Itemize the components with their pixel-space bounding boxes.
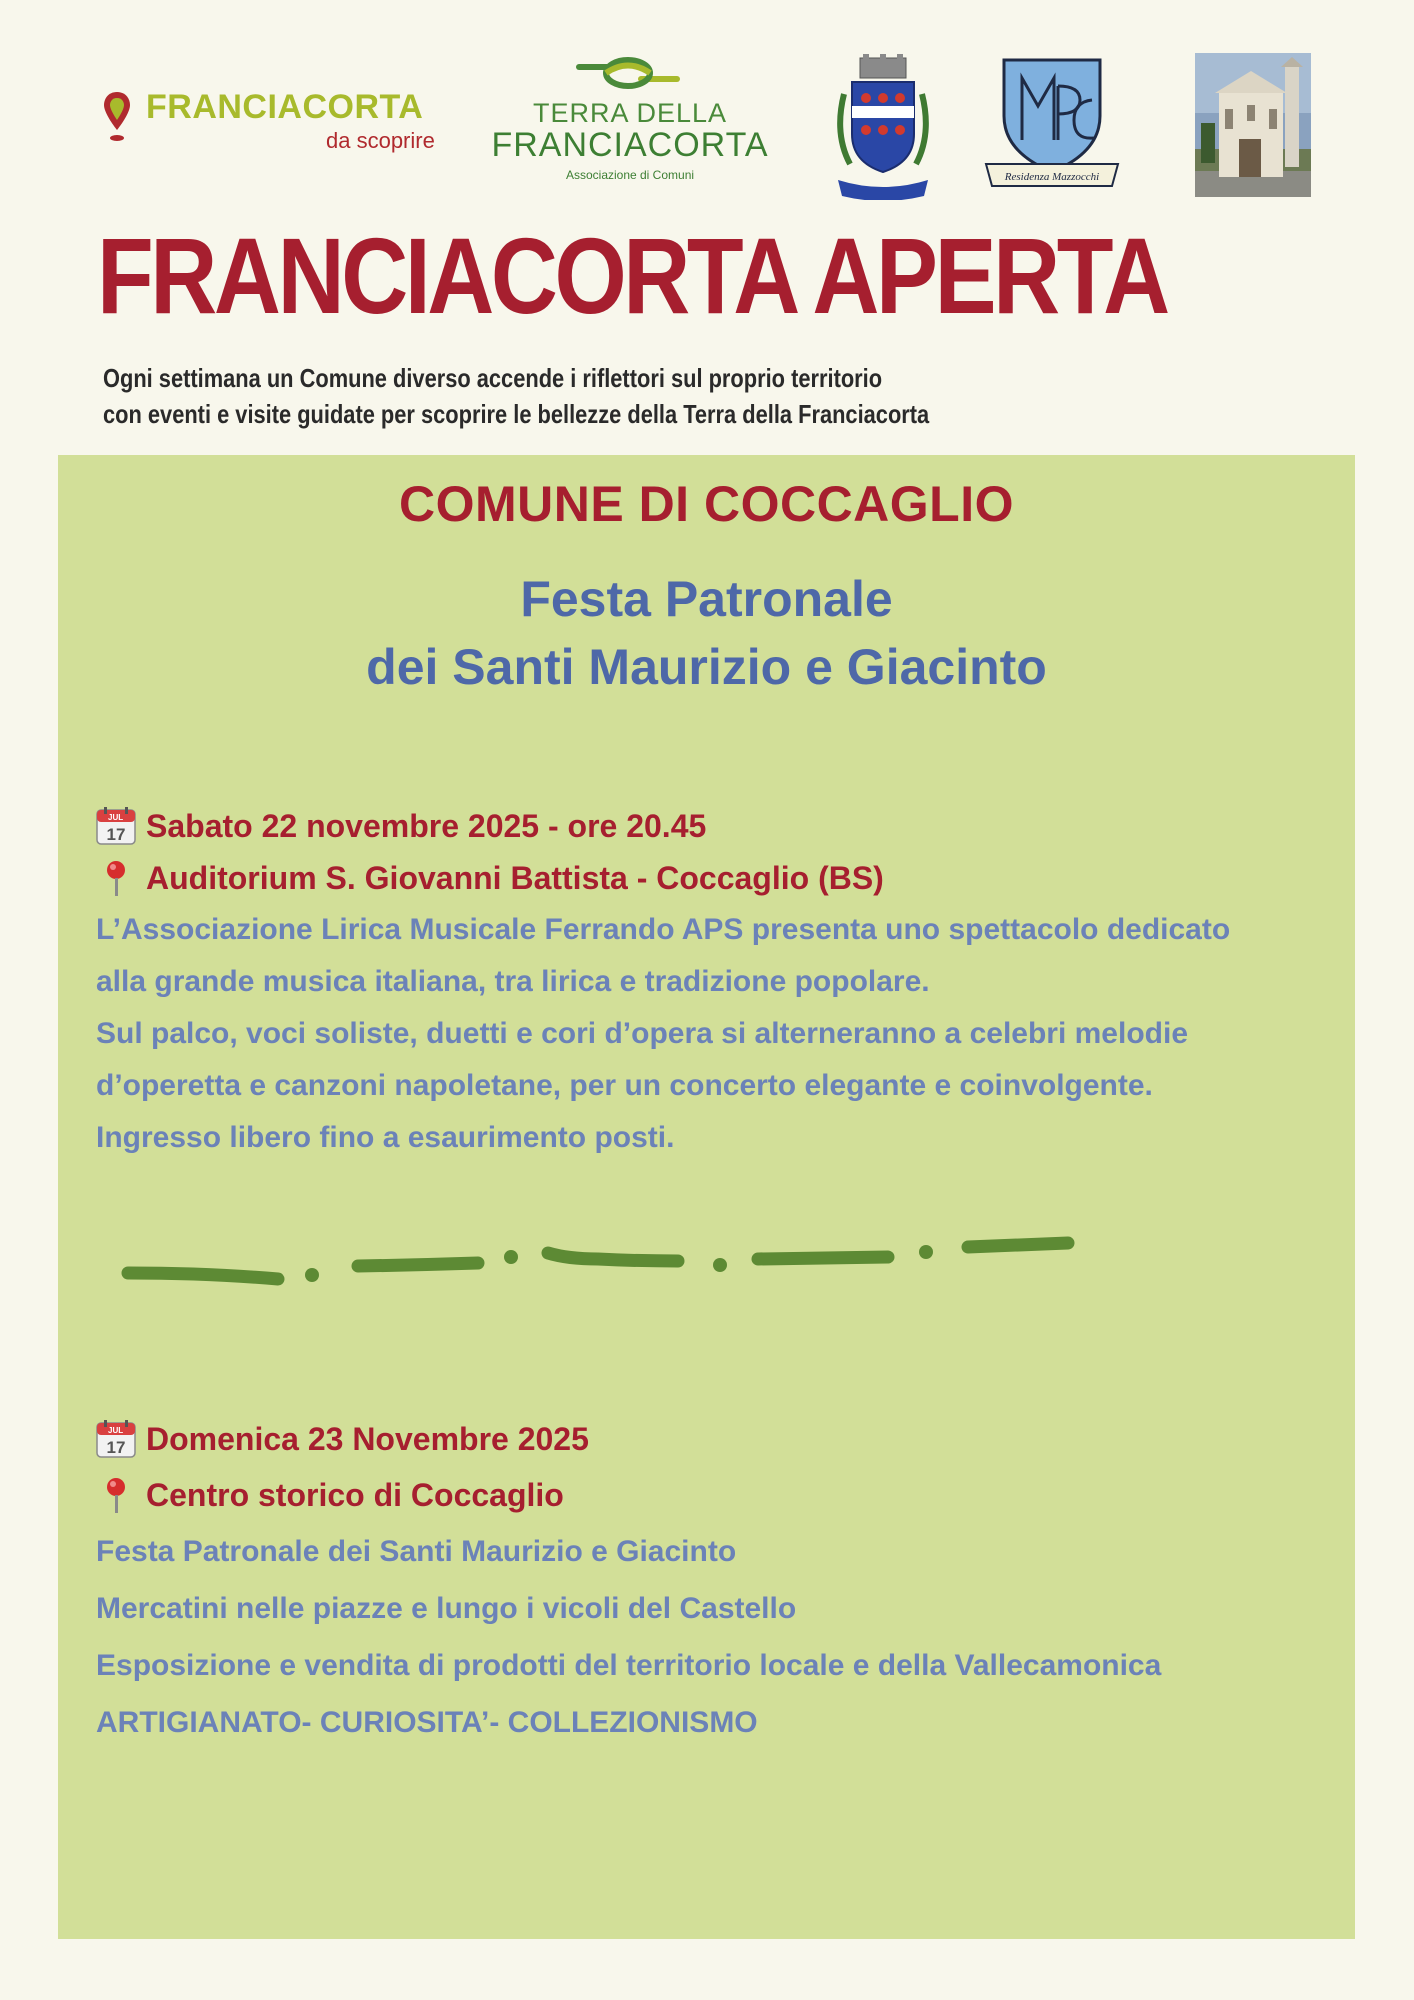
- intro-line: con eventi e visite guidate per scoprire le bellezze della Terra della Franciacorta: [103, 399, 930, 429]
- event-location-line: [96, 852, 1230, 904]
- residenza-mazzocchi-logo: [982, 56, 1122, 196]
- calendar-icon: [96, 1419, 138, 1459]
- event-description-line: Sul palco, voci soliste, duetti e cori d’opera si alterneranno a celebri melodie: [96, 1017, 1188, 1050]
- mpc-ribbon-text: Residenza Mazzocchi: [1004, 171, 1100, 183]
- calendar-icon-day: 17: [106, 1438, 126, 1457]
- event-description-line: Esposizione e vendita di prodotti del territorio locale e della Vallecamonica: [96, 1649, 1162, 1682]
- event-description-line: Mercatini nelle piazze e lungo i vicoli del Castello: [96, 1592, 797, 1625]
- terra-logo-line1: TERRA DELLA: [532, 98, 728, 128]
- interlocked-rings-icon: [576, 56, 680, 90]
- terra-logo-line2: FRANCIACORTA: [491, 126, 769, 164]
- logo-bar: [100, 50, 1320, 210]
- pushpin-icon: [96, 858, 138, 898]
- shield-monogram-icon: [982, 56, 1122, 196]
- event-description-line: L’Associazione Lirica Musicale Ferrando APS presenta uno spettacolo dedicato: [96, 913, 1231, 946]
- terra-della-franciacorta-logo: [480, 56, 780, 196]
- page-title: FRANCIACORTA APERTA: [97, 215, 1167, 336]
- franciacorta-logo-name: FRANCIACORTA: [146, 88, 424, 126]
- event-description-line: d’operetta e canzoni napoletane, per un concerto elegante e coinvolgente.: [96, 1069, 1153, 1102]
- festa-line: dei Santi Maurizio e Giacinto: [366, 639, 1047, 695]
- festa-line: Festa Patronale: [520, 571, 893, 627]
- event-description-line: Festa Patronale dei Santi Maurizio e Giacinto: [96, 1535, 737, 1568]
- pushpin-icon: [96, 1475, 138, 1515]
- church-facade-image: [1195, 53, 1311, 197]
- calendar-icon-day: 17: [106, 825, 126, 844]
- franciacorta-da-scoprire-logo: [100, 88, 440, 168]
- event-location: Auditorium S. Giovanni Battista - Coccaglio (BS): [146, 859, 884, 896]
- event-description-line: Ingresso libero fino a esaurimento posti.: [96, 1121, 675, 1154]
- intro-line: Ogni settimana un Comune diverso accende i riflettori sul proprio territorio: [103, 363, 883, 393]
- event-sunday: [96, 1411, 1161, 1751]
- intro-text: [103, 360, 929, 432]
- coccaglio-crest-logo: [830, 54, 936, 200]
- event-date: Domenica 23 Novembre 2025: [146, 1420, 589, 1457]
- event-description-line: ARTIGIANATO- CURIOSITA’- COLLEZIONISMO: [96, 1706, 758, 1739]
- dash-dot-divider: [98, 1225, 1358, 1305]
- event-date-line: [96, 800, 1230, 852]
- event-date: Sabato 22 novembre 2025 - ore 20.45: [146, 807, 707, 844]
- event-location: Centro storico di Coccaglio: [146, 1476, 564, 1513]
- terra-logo-line3: Associazione di Comuni: [565, 168, 695, 182]
- calendar-icon: [96, 806, 138, 846]
- event-panel: [58, 455, 1355, 1939]
- calendar-icon-month: JUL: [108, 1426, 124, 1435]
- festa-heading: [58, 565, 1355, 701]
- map-pin-icon: [102, 90, 132, 144]
- event-date-line: [96, 1411, 1161, 1467]
- event-location-line: [96, 1467, 1161, 1523]
- comune-heading: COMUNE DI COCCAGLIO: [398, 476, 1015, 532]
- coat-of-arms-icon: [830, 54, 936, 200]
- event-saturday: [96, 800, 1230, 1164]
- event-description-line: alla grande musica italiana, tra lirica e tradizione popolare.: [96, 965, 930, 998]
- calendar-icon-month: JUL: [108, 813, 124, 822]
- franciacorta-logo-tagline: da scoprire: [326, 128, 435, 153]
- church-photo: [1195, 53, 1311, 197]
